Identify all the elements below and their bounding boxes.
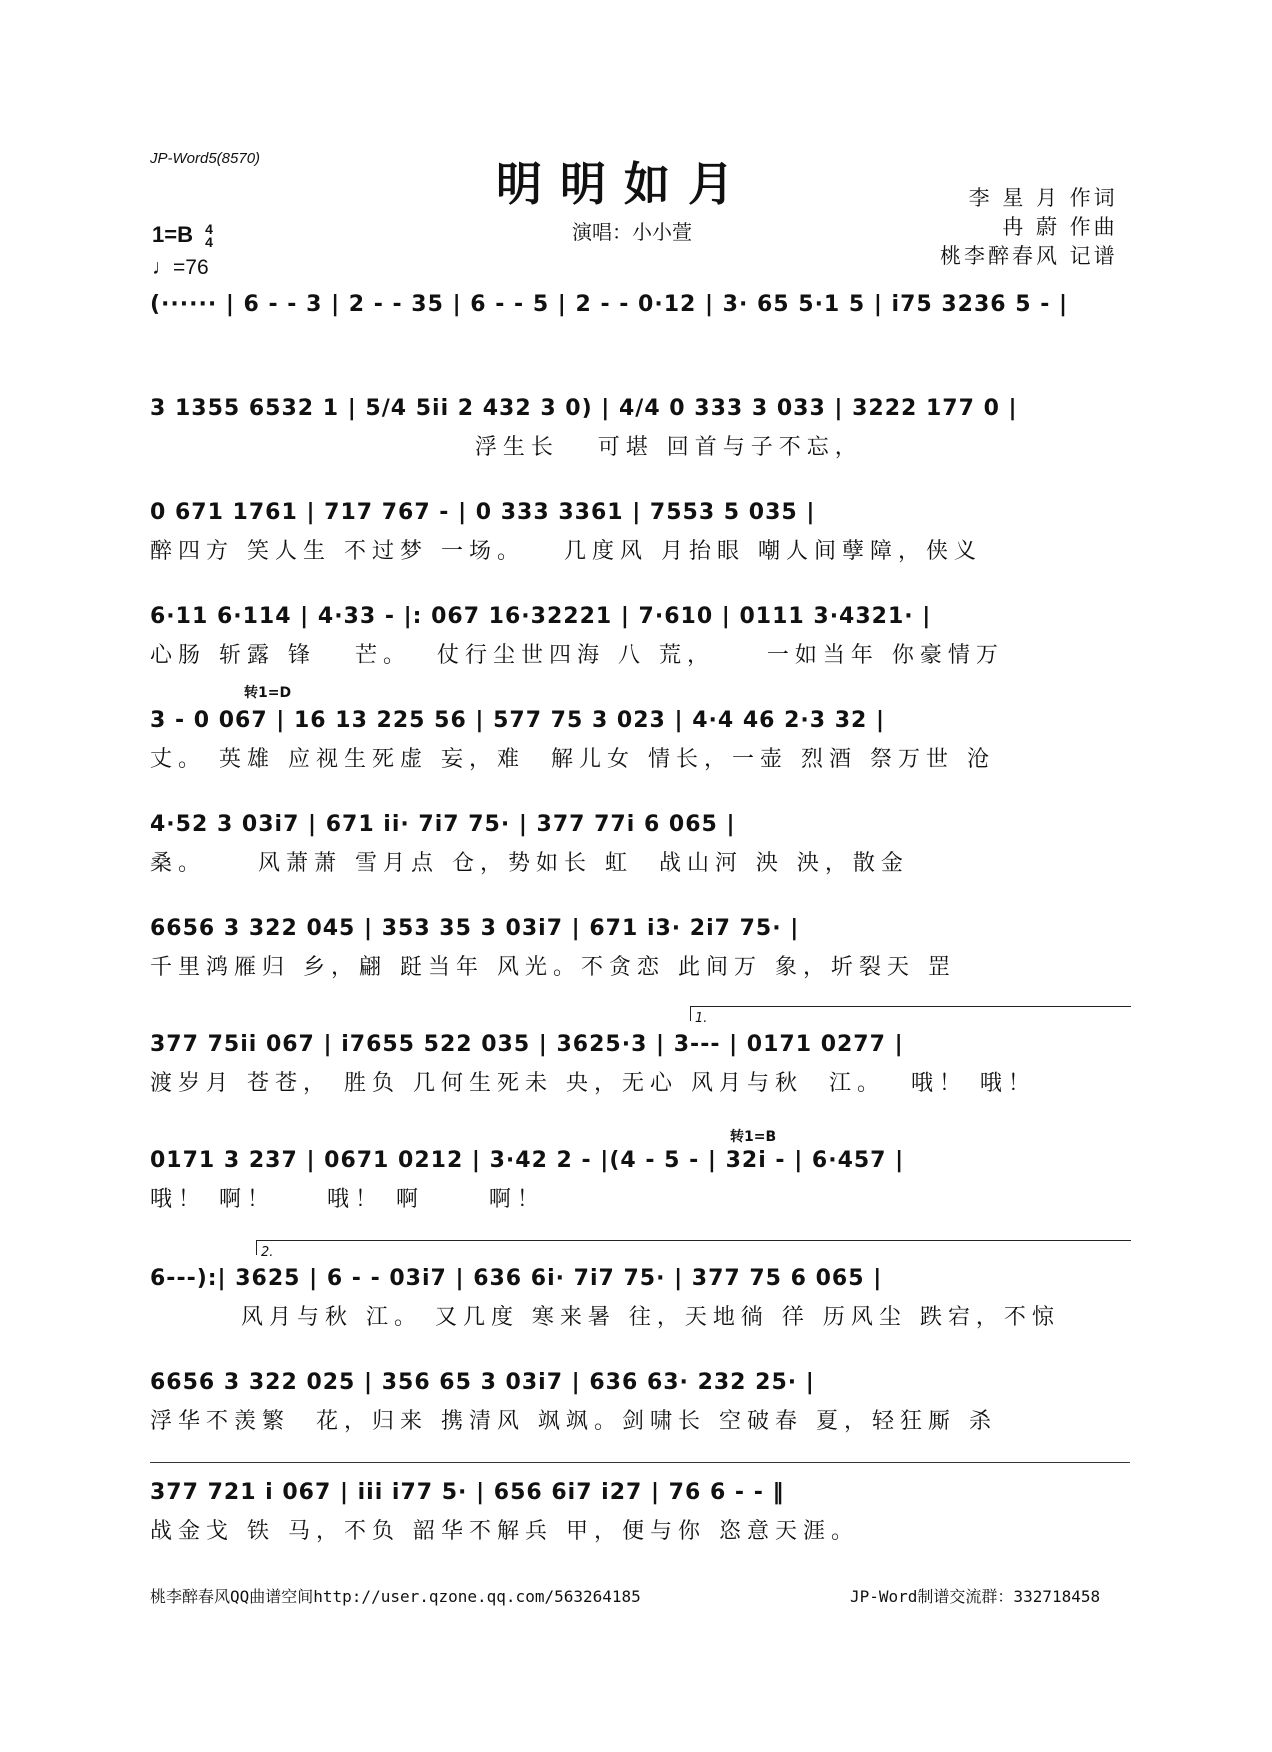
lyrics-line: 战金戈 铁 马，不负 韶华不解兵 甲，便与你 恣意天涯。 — [150, 1519, 859, 1544]
score-system-1 — [150, 288, 1130, 360]
volta-bracket-2 — [256, 1240, 1131, 1260]
lyrics-line — [150, 328, 1130, 360]
song-title: 明明如月 — [496, 157, 752, 211]
score-system-2 — [150, 392, 1130, 464]
score-system-11 — [150, 1366, 1130, 1438]
notes-line: 6656 3 322 045 | 353 35 3 03i7 | 671 i3· 2i7 75· | — [150, 916, 800, 941]
lyrics-line: 千里鸿雁归 乡，翩 跹当年 风光。不贪恋 此间万 象，圻裂天 罡 — [150, 955, 956, 980]
lyrics-line: 风月与秋 江。 又几度 寒来暑 往，天地徜 徉 历风尘 跌宕，不惊 — [150, 1305, 1060, 1330]
score-system-10 — [150, 1262, 1130, 1334]
time-signature-top: 4 — [205, 221, 213, 238]
composer-credit: 冉 蔚 作曲 — [1002, 215, 1118, 239]
lyrics-line: 醉四方 笑人生 不过梦 一场。 几度风 月抬眼 嘲人间孽障，侠义 — [150, 539, 982, 564]
time-signature-bottom: 4 — [205, 234, 213, 251]
score-system-7 — [150, 912, 1130, 984]
score-system-6 — [150, 808, 1130, 880]
volta-bracket-1 — [690, 1006, 1131, 1026]
score-system-9 — [150, 1144, 1130, 1216]
transcriber-credit: 桃李醉春风 记谱 — [940, 244, 1118, 268]
lyrics-line: 浮生长 可堪 回首与子不忘， — [150, 435, 863, 460]
lyrics-line: 桑。 风萧萧 雪月点 仓，势如长 虹 战山河 泱 泱，散金 — [150, 851, 909, 876]
notes-line: (······ | 6 - - 3 | 2 - - 35 | 6 - - 5 | 2 - - 0·12 | 3· 65 5·1 5 | i75 3236 5 - | — [150, 292, 1069, 317]
footer-group: JP-Word制谱交流群：332718458 — [850, 1587, 1101, 1606]
lyrics-line: 丈。 英雄 应视生死虚 妄，难 解儿女 情长，一壶 烈酒 祭万世 沧 — [150, 747, 995, 772]
lyrics-line: 哦！ 啊！ 哦！ 啊 啊！ — [150, 1187, 545, 1212]
notes-line: 4·52 3 03i7 | 671 ii· 7i7 75· | 377 77i 6 065 | — [150, 812, 736, 837]
lyrics-line: 渡岁月 苍苍， 胜负 几何生死未 央，无心 风月与秋 江。 哦！ 哦！ — [150, 1071, 1036, 1096]
score-system-5 — [150, 704, 1130, 776]
volta-label: 2. — [261, 1245, 274, 1260]
software-label: JP-Word5(8570) — [150, 150, 261, 167]
notes-line: 6·11 6·114 | 4·33 - |: 067 16·32221 | 7·610 | 0111 3·4321· | — [150, 604, 932, 629]
notes-line: 0171 3 237 | 0671 0212 | 3·42 2 - |(4 - 5 - | 32i - | 6·457 | — [150, 1148, 905, 1173]
lyricist-credit: 李 星 月 作词 — [968, 186, 1118, 210]
section-divider — [150, 1462, 1130, 1463]
notes-line: 0 671 1761 | 717 767 - | 0 333 3361 | 7553 5 035 | — [150, 500, 816, 525]
singer-credit: 演唱：小小萱 — [572, 220, 692, 244]
key-signature — [152, 222, 213, 249]
modulation-marking: 转1=B — [730, 1129, 777, 1145]
notes-line: 377 75ii 067 | i7655 522 035 | 3625·3 | 3--- | 0171 0277 | — [150, 1032, 904, 1057]
tempo-marking: ♩=76 — [152, 256, 209, 279]
notes-line: 3 1355 6532 1 | 5/4 5ii 2 432 3 0) | 4/4 0 333 3 033 | 3222 177 0 | — [150, 396, 1018, 421]
modulation-marking: 转1=D — [244, 685, 292, 701]
footer-website: 桃李醉春风QQ曲谱空间http://user.qzone.qq.com/563264185 — [150, 1587, 641, 1606]
score-system-4 — [150, 600, 1130, 672]
notes-line: 377 721 i 067 | iii i77 5· | 656 6i7 i27 | 76 6 - - ‖ — [150, 1480, 785, 1505]
notes-line: 6656 3 322 025 | 356 65 3 03i7 | 636 63· 232 25· | — [150, 1370, 815, 1395]
key-label: 1=B — [152, 222, 193, 247]
score-system-12 — [150, 1476, 1130, 1548]
lyrics-line: 心肠 斩露 锋 芒。 仗行尘世四海 八 荒， 一如当年 你豪情万 — [150, 643, 1004, 668]
volta-label: 1. — [695, 1011, 708, 1026]
time-signature — [205, 223, 213, 249]
score-system-8 — [150, 1028, 1130, 1100]
notes-line: 6---):| 3625 | 6 - - 03i7 | 636 6i· 7i7 75· | 377 75 6 065 | — [150, 1266, 883, 1291]
notes-line: 3 - 0 067 | 16 13 225 56 | 577 75 3 023 | 4·4 46 2·3 32 | — [150, 708, 886, 733]
credits-block — [940, 184, 1118, 271]
score-system-3 — [150, 496, 1130, 568]
lyrics-line: 浮华不羡繁 花，归来 携清风 飒飒。剑啸长 空破春 夏，轻狂厮 杀 — [150, 1409, 997, 1434]
